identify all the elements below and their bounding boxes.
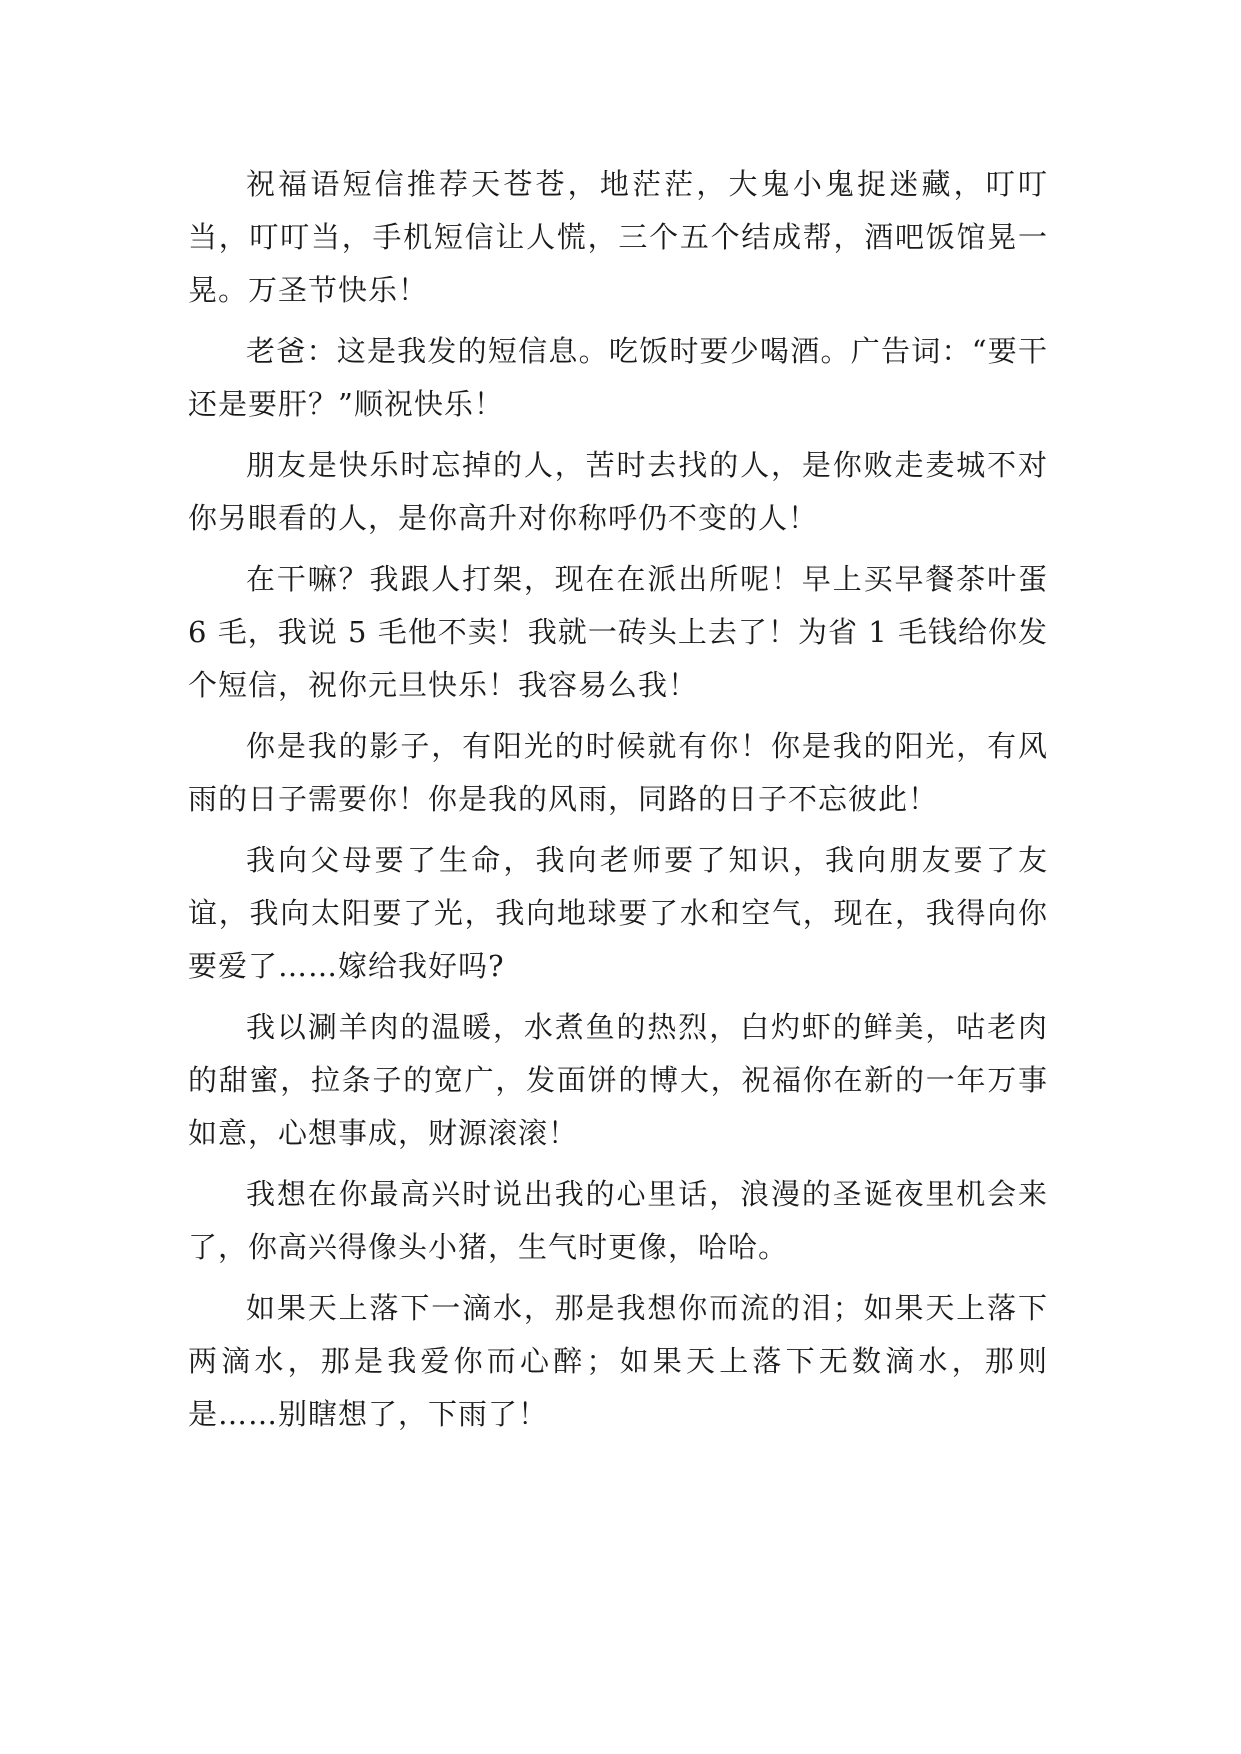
document-body (188, 158, 1048, 1449)
paragraph: 如果天上落下一滴水，那是我想你而流的泪；如果天上落下两滴水，那是我爱你而心醉；如果天上落下无数滴水，那则是……别瞎想了，下雨了！ (188, 1291, 1048, 1431)
paragraph: 老爸：这是我发的短信息。吃饭时要少喝酒。广告词：“要干还是要肝？”顺祝快乐！ (188, 334, 1048, 421)
paragraph: 我向父母要了生命，我向老师要了知识，我向朋友要了友谊，我向太阳要了光，我向地球要了水和空气，现在，我得向你要爱了……嫁给我好吗? (188, 843, 1048, 983)
paragraph: 朋友是快乐时忘掉的人，苦时去找的人，是你败走麦城不对你另眼看的人，是你高升对你称呼仍不变的人！ (188, 448, 1048, 535)
paragraph: 祝福语短信推荐天苍苍，地茫茫，大鬼小鬼捉迷藏，叮叮当，叮叮当，手机短信让人慌，三个五个结成帮，酒吧饭馆晃一晃。万圣节快乐！ (188, 167, 1048, 307)
paragraph: 我以涮羊肉的温暖，水煮鱼的热烈，白灼虾的鲜美，咕老肉的甜蜜，拉条子的宽广，发面饼的博大，祝福你在新的一年万事如意，心想事成，财源滚滚！ (188, 1010, 1048, 1150)
paragraph: 你是我的影子，有阳光的时候就有你！你是我的阳光，有风雨的日子需要你！你是我的风雨，同路的日子不忘彼此！ (188, 729, 1048, 816)
paragraph: 在干嘛？我跟人打架，现在在派出所呢！早上买早餐茶叶蛋 6 毛，我说 5 毛他不卖！我就一砖头上去了！为省 1 毛钱给你发个短信，祝你元旦快乐！我容易么我！ (188, 562, 1048, 702)
paragraph: 我想在你最高兴时说出我的心里话，浪漫的圣诞夜里机会来了，你高兴得像头小猪，生气时更像，哈哈。 (188, 1177, 1048, 1264)
